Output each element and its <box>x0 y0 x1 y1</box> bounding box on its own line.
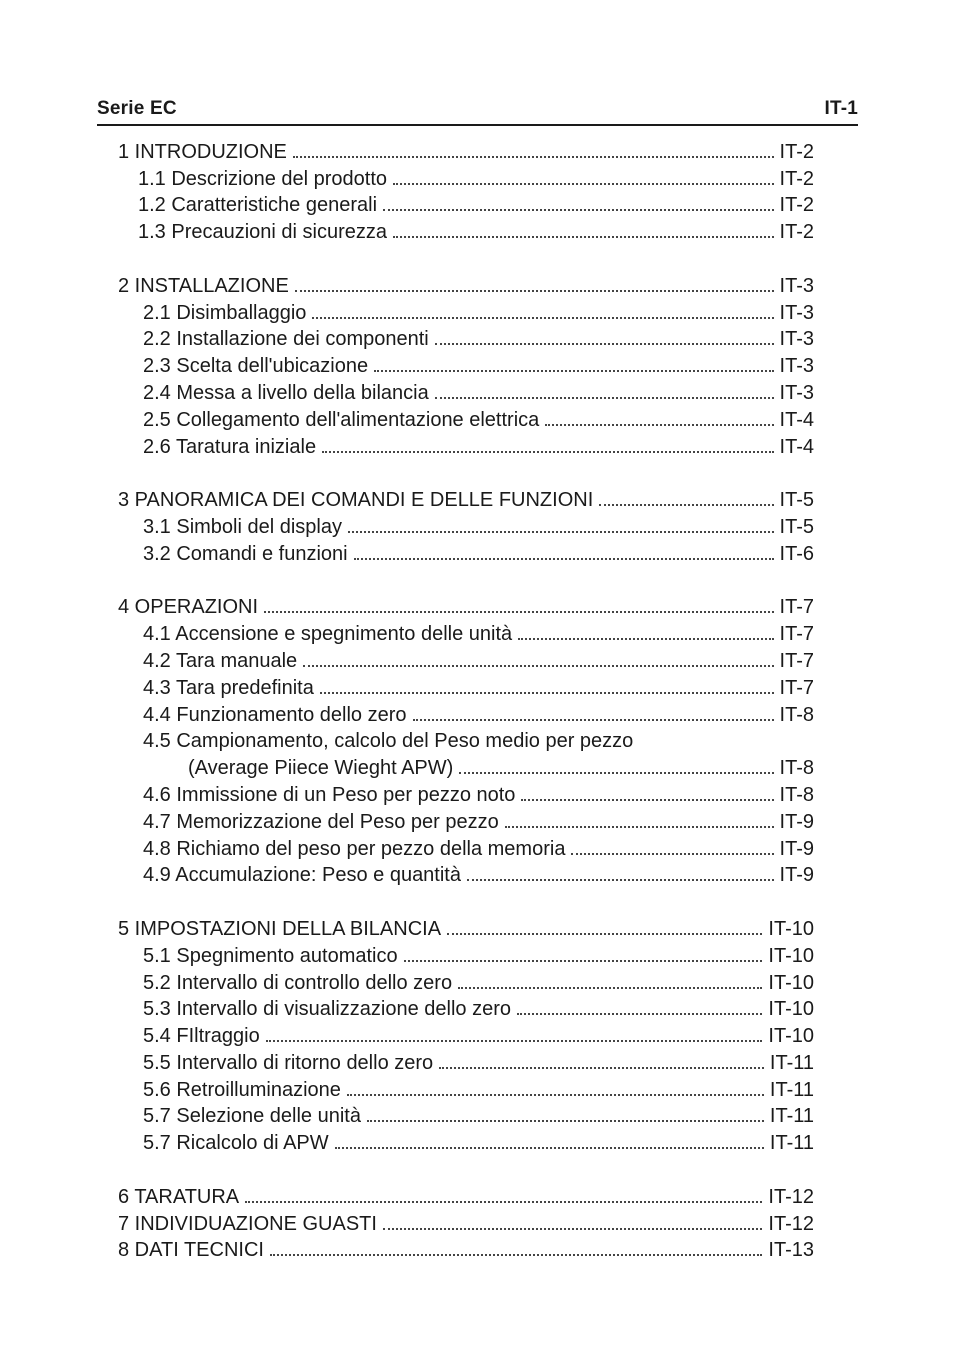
toc-leader-dots <box>264 611 774 613</box>
toc-leader-dots <box>413 719 774 721</box>
toc-entry-label: 5.1 Spegnimento automatico <box>143 944 398 967</box>
toc-entry-label: 8 DATI TECNICI <box>118 1239 264 1262</box>
toc-entry[interactable] <box>118 378 814 405</box>
toc-entry-page: IT-8 <box>779 703 814 726</box>
toc-entry-page: IT-10 <box>768 971 814 994</box>
toc-leader-dots <box>393 183 774 185</box>
toc-spacer <box>118 566 814 593</box>
toc-entry-label: 2 INSTALLAZIONE <box>118 274 289 297</box>
toc-entry-label: 4.9 Accumulazione: Peso e quantità <box>143 864 461 887</box>
page-header <box>97 98 858 126</box>
toc-entry[interactable] <box>118 995 814 1022</box>
toc-entry-page: IT-11 <box>769 1132 814 1155</box>
toc-leader-dots <box>383 1228 762 1230</box>
toc-leader-dots <box>295 290 774 292</box>
toc-entry-page: IT-2 <box>779 167 814 190</box>
toc-entry-page: IT-9 <box>779 864 814 887</box>
toc-entry[interactable] <box>118 485 814 512</box>
toc-leader-dots <box>404 960 763 962</box>
toc-entry[interactable] <box>118 325 814 352</box>
page-number: IT-1 <box>824 98 858 119</box>
toc-entry-page: IT-7 <box>779 649 814 672</box>
toc-entry[interactable] <box>118 861 814 888</box>
toc-entry-label: 2.5 Collegamento dell'alimentazione elettrica <box>143 408 540 431</box>
toc-entry-label: 5.7 Selezione delle unità <box>143 1105 361 1128</box>
toc-entry-page: IT-3 <box>779 355 814 378</box>
toc-entry-label: 7 INDIVIDUAZIONE GUASTI <box>118 1212 377 1235</box>
toc-leader-dots <box>312 317 773 319</box>
toc-entry-page: IT-3 <box>779 301 814 324</box>
toc-entry-label: 6 TARATURA <box>118 1185 240 1208</box>
toc-entry[interactable] <box>118 1075 814 1102</box>
toc-entry-page: IT-13 <box>768 1239 814 1262</box>
toc-leader-dots <box>320 692 774 694</box>
toc-leader-dots <box>435 343 774 345</box>
toc-entry[interactable] <box>118 673 814 700</box>
toc-entry-label: 4.3 Tara predefinita <box>143 676 314 699</box>
toc-entry-page: IT-3 <box>779 274 814 297</box>
toc-leader-dots <box>374 370 773 372</box>
toc-entry-label: 5.5 Intervallo di ritorno dello zero <box>143 1051 434 1074</box>
toc-leader-dots <box>518 638 773 640</box>
toc-entry-label: 1.3 Precauzioni di sicurezza <box>138 221 388 244</box>
toc-entry-label: 5.7 Ricalcolo di APW <box>143 1132 329 1155</box>
toc-leader-dots <box>335 1147 764 1149</box>
toc-entry[interactable] <box>118 1182 814 1209</box>
toc-entry[interactable] <box>118 1048 814 1075</box>
toc-spacer <box>118 887 814 914</box>
toc-entry-page: IT-11 <box>769 1051 814 1074</box>
toc-entry[interactable] <box>118 1102 814 1129</box>
toc-entry-label: 4 OPERAZIONI <box>118 596 259 619</box>
toc-entry[interactable] <box>118 753 814 780</box>
toc-leader-dots <box>245 1201 762 1203</box>
toc-leader-dots <box>348 531 774 533</box>
toc-entry-label: 4.5 Campionamento, calcolo del Peso medio per pezzo <box>143 730 634 753</box>
toc-spacer <box>118 1155 814 1182</box>
toc-entry-page: IT-5 <box>779 515 814 538</box>
toc-entry-page: IT-2 <box>779 221 814 244</box>
toc-entry-page: IT-2 <box>779 140 814 163</box>
toc-entry[interactable] <box>118 593 814 620</box>
toc-entry[interactable] <box>118 539 814 566</box>
toc-entry[interactable] <box>118 1236 814 1263</box>
toc-spacer <box>118 459 814 486</box>
toc-leader-dots <box>599 504 773 506</box>
toc-entry[interactable] <box>118 432 814 459</box>
toc-leader-dots <box>367 1120 764 1122</box>
toc-entry[interactable] <box>118 941 814 968</box>
table-of-contents <box>118 137 814 1262</box>
toc-leader-dots <box>270 1254 762 1256</box>
toc-entry-page: IT-10 <box>768 944 814 967</box>
toc-entry-label: (Average Piiece Wieght APW) <box>188 757 454 780</box>
toc-entry-page: IT-6 <box>779 542 814 565</box>
toc-entry-page: IT-8 <box>779 757 814 780</box>
toc-entry-label: 4.2 Tara manuale <box>143 649 298 672</box>
toc-entry-label: 1.1 Descrizione del prodotto <box>138 167 388 190</box>
toc-entry[interactable] <box>118 968 814 995</box>
toc-leader-dots <box>322 451 773 453</box>
toc-entry[interactable] <box>118 619 814 646</box>
toc-entry[interactable] <box>118 405 814 432</box>
toc-entry-page: IT-7 <box>779 623 814 646</box>
toc-entry-page: IT-5 <box>779 489 814 512</box>
toc-entry[interactable] <box>118 1021 814 1048</box>
toc-leader-dots <box>571 853 773 855</box>
toc-leader-dots <box>347 1094 764 1096</box>
toc-entry[interactable] <box>118 1209 814 1236</box>
toc-leader-dots <box>517 1013 762 1015</box>
toc-leader-dots <box>458 987 762 989</box>
toc-entry-label: 3 PANORAMICA DEI COMANDI E DELLE FUNZIONI <box>118 489 594 512</box>
toc-leader-dots <box>293 156 774 158</box>
toc-leader-dots <box>393 236 774 238</box>
toc-entry-label: 5.4 FIltraggio <box>143 1025 260 1048</box>
toc-entry-page: IT-11 <box>769 1105 814 1128</box>
toc-entry-page: IT-10 <box>768 1025 814 1048</box>
toc-entry-label: 2.6 Taratura iniziale <box>143 435 317 458</box>
toc-entry[interactable] <box>118 834 814 861</box>
toc-entry-label: 5 IMPOSTAZIONI DELLA BILANCIA <box>118 917 442 940</box>
toc-entry[interactable] <box>118 298 814 325</box>
toc-leader-dots <box>467 879 774 881</box>
toc-entry-page: IT-8 <box>779 783 814 806</box>
toc-entry-page: IT-10 <box>768 998 814 1021</box>
toc-entry-page: IT-12 <box>768 1185 814 1208</box>
toc-entry-label: 1.2 Caratteristiche generali <box>138 194 378 217</box>
toc-entry-label: 2.1 Disimballaggio <box>143 301 307 324</box>
toc-entry-label: 2.4 Messa a livello della bilancia <box>143 381 429 404</box>
toc-leader-dots <box>435 397 774 399</box>
toc-entry[interactable] <box>118 780 814 807</box>
toc-entry[interactable] <box>118 914 814 941</box>
document-title: Serie EC <box>97 98 177 119</box>
toc-leader-dots <box>439 1067 764 1069</box>
toc-entry-label: 4.8 Richiamo del peso per pezzo della memoria <box>143 837 566 860</box>
toc-entry-label: 4.1 Accensione e spegnimento delle unità <box>143 623 513 646</box>
toc-entry[interactable] <box>118 700 814 727</box>
toc-entry[interactable] <box>118 217 814 244</box>
toc-leader-dots <box>383 209 774 211</box>
toc-entry-page: IT-7 <box>779 596 814 619</box>
toc-leader-dots <box>505 826 774 828</box>
toc-entry-page: IT-9 <box>779 810 814 833</box>
toc-entry-label: 2.2 Installazione dei componenti <box>143 328 429 351</box>
toc-entry[interactable] <box>118 646 814 673</box>
toc-leader-dots <box>459 772 773 774</box>
toc-entry[interactable] <box>118 137 814 164</box>
toc-leader-dots <box>266 1040 763 1042</box>
toc-entry-label: 4.4 Funzionamento dello zero <box>143 703 407 726</box>
toc-entry-label: 5.6 Retroilluminazione <box>143 1078 341 1101</box>
toc-leader-dots <box>447 933 762 935</box>
toc-entry[interactable] <box>118 351 814 378</box>
toc-leader-dots <box>354 558 774 560</box>
toc-leader-dots <box>545 424 773 426</box>
toc-entry-page: IT-10 <box>768 917 814 940</box>
toc-entry-page: IT-2 <box>779 194 814 217</box>
toc-entry[interactable] <box>118 727 814 754</box>
toc-entry[interactable] <box>118 512 814 539</box>
toc-entry-label: 2.3 Scelta dell'ubicazione <box>143 355 369 378</box>
toc-entry-page: IT-4 <box>779 435 814 458</box>
toc-leader-dots <box>521 799 773 801</box>
toc-entry-page: IT-3 <box>779 328 814 351</box>
toc-entry-page: IT-11 <box>769 1078 814 1101</box>
toc-entry[interactable] <box>118 1128 814 1155</box>
toc-entry[interactable] <box>118 164 814 191</box>
toc-entry-page: IT-9 <box>779 837 814 860</box>
toc-entry[interactable] <box>118 807 814 834</box>
toc-leader-dots <box>303 665 773 667</box>
toc-entry[interactable] <box>118 271 814 298</box>
toc-entry-page: IT-4 <box>779 408 814 431</box>
toc-entry[interactable] <box>118 191 814 218</box>
toc-spacer <box>118 244 814 271</box>
toc-entry-label: 4.7 Memorizzazione del Peso per pezzo <box>143 810 499 833</box>
toc-entry-label: 3.2 Comandi e funzioni <box>143 542 348 565</box>
toc-entry-page: IT-12 <box>768 1212 814 1235</box>
toc-entry-label: 3.1 Simboli del display <box>143 515 342 538</box>
toc-entry-label: 5.2 Intervallo di controllo dello zero <box>143 971 453 994</box>
toc-entry-page: IT-3 <box>779 381 814 404</box>
toc-entry-page: IT-7 <box>779 676 814 699</box>
toc-entry-label: 1 INTRODUZIONE <box>118 140 287 163</box>
toc-entry-label: 5.3 Intervallo di visualizzazione dello zero <box>143 998 511 1021</box>
toc-entry-label: 4.6 Immissione di un Peso per pezzo noto <box>143 783 516 806</box>
